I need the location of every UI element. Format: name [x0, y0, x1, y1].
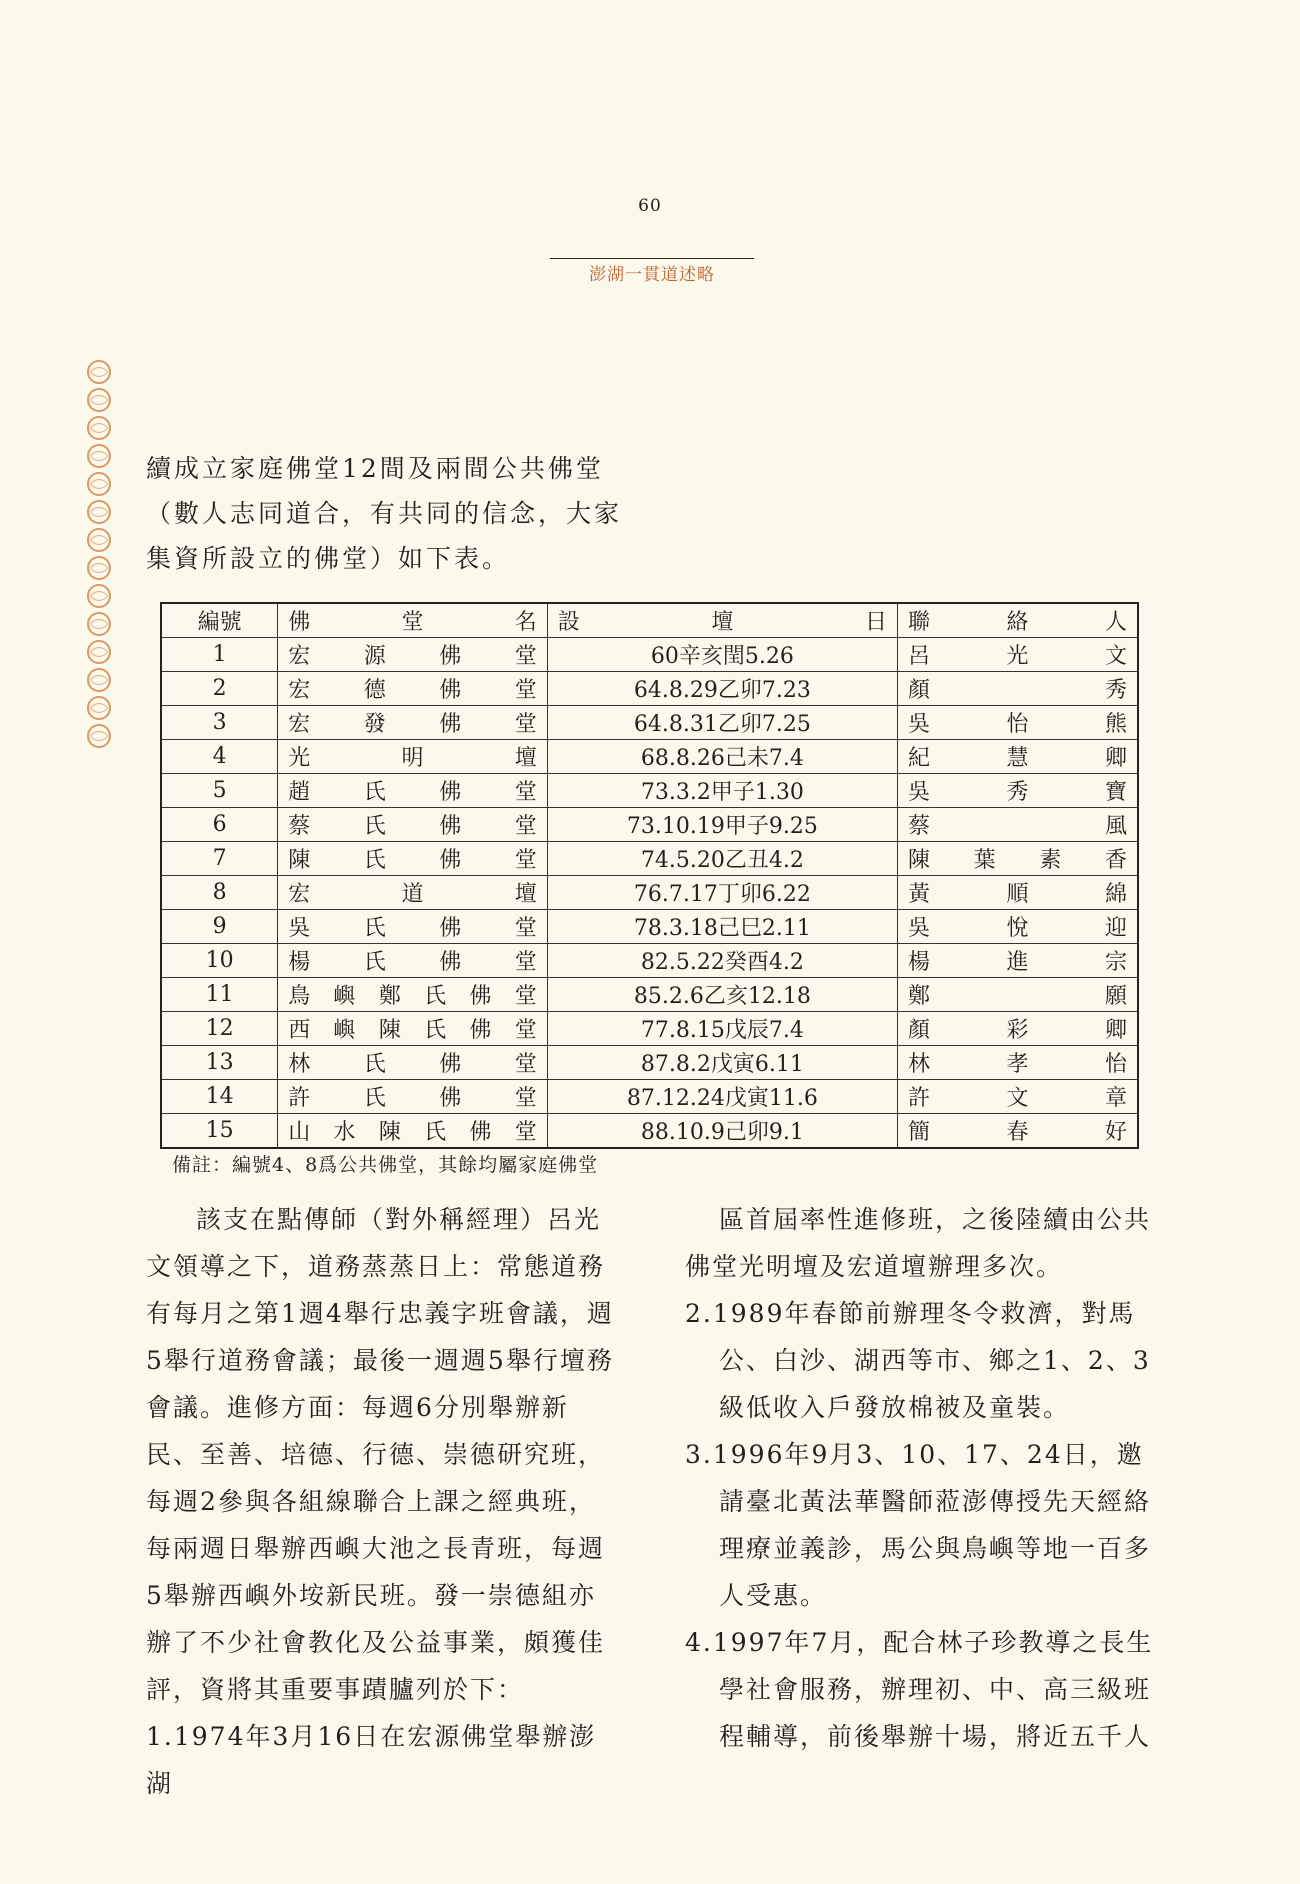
founding-date-cell: 73.3.2甲子1.30 — [547, 774, 897, 808]
list-item: 4.1997年7月，配合林子珍教導之長生學社會服務，辦理初、中、高三級班程輔導，前後舉辦十場，將近五千人 — [685, 1628, 1154, 1751]
table-row — [161, 1080, 1138, 1114]
contact-cell: 黃順綿 — [897, 876, 1138, 910]
running-head: 澎湖一貫道述略 — [589, 265, 715, 285]
table-row — [161, 706, 1138, 740]
intro-line: （數人志同道合，有共同的信念，大家 — [146, 499, 623, 528]
row-number: 11 — [161, 978, 278, 1012]
row-number: 9 — [161, 910, 278, 944]
hall-name-cell: 趙氏佛堂 — [278, 774, 547, 808]
founding-date-cell: 78.3.18己巳2.11 — [547, 910, 897, 944]
contact-cell: 紀慧卿 — [897, 740, 1138, 774]
contact-cell: 顏秀 — [897, 672, 1138, 706]
hall-name-cell: 宏德佛堂 — [278, 672, 547, 706]
founding-date-cell: 87.12.24戊寅11.6 — [547, 1080, 897, 1114]
row-number: 7 — [161, 842, 278, 876]
founding-date-cell: 88.10.9己卯9.1 — [547, 1114, 897, 1149]
hall-name-cell: 許氏佛堂 — [278, 1080, 547, 1114]
contact-cell: 蔡風 — [897, 808, 1138, 842]
founding-date-cell: 82.5.22癸酉4.2 — [547, 944, 897, 978]
contact-cell: 呂光文 — [897, 638, 1138, 672]
row-number: 10 — [161, 944, 278, 978]
list-item: 2.1989年春節前辦理冬令救濟，對馬公、白沙、湖西等市、鄉之1、2、3級低收入戶發放棉被及童裝。 — [685, 1299, 1151, 1422]
hall-name-cell: 宏道壇 — [278, 876, 547, 910]
table-row — [161, 638, 1138, 672]
table-row — [161, 876, 1138, 910]
table-row — [161, 740, 1138, 774]
contact-cell: 吳悅迎 — [897, 910, 1138, 944]
contact-cell: 陳葉素香 — [897, 842, 1138, 876]
header-number: 編號 — [161, 603, 278, 638]
hall-name-cell: 鳥嶼鄭氏佛堂 — [278, 978, 547, 1012]
table-row — [161, 774, 1138, 808]
row-number: 14 — [161, 1080, 278, 1114]
hall-name-cell: 宏源佛堂 — [278, 638, 547, 672]
table-row — [161, 1046, 1138, 1080]
header-hall-name: 佛 堂 名 — [278, 603, 547, 638]
row-number: 12 — [161, 1012, 278, 1046]
founding-date-cell: 87.8.2戊寅6.11 — [547, 1046, 897, 1080]
list-item: 3.1996年9月3、10、17、24日，邀請臺北黃法華醫師蒞澎傳授先天經絡理療並義診，馬公與鳥嶼等地一百多人受惠。 — [685, 1440, 1152, 1610]
table-row — [161, 1114, 1138, 1149]
row-number: 3 — [161, 706, 278, 740]
contact-cell: 楊進宗 — [897, 944, 1138, 978]
contact-cell: 林孝怡 — [897, 1046, 1138, 1080]
contact-cell: 鄭願 — [897, 978, 1138, 1012]
table-row — [161, 910, 1138, 944]
founding-date-cell: 60辛亥閏5.26 — [547, 638, 897, 672]
hall-name-cell: 山水陳氏佛堂 — [278, 1114, 547, 1149]
left-column — [146, 1196, 616, 1807]
intro-line: 續成立家庭佛堂12間及兩間公共佛堂 — [146, 454, 604, 483]
body-paragraph: 該支在點傳師（對外稱經理）呂光文領導之下，道務蒸蒸日上：常態道務有每月之第1週4舉行忠義字班會議，週5舉行道務會議；最後一週週5舉行壇務會議。進修方面：每週6分別舉辦新民、至善、培德、行德、崇德研究班，每週2參與各組線聯合上課之經典班，每兩週日舉辦西嶼大池之長青班，每週5舉辦西嶼外垵新民班。發一崇德組亦辦了不少社會教化及公益事業，頗獲佳評，資將其重要事蹟臚列於下： — [146, 1205, 614, 1704]
row-number: 6 — [161, 808, 278, 842]
founding-date-cell: 64.8.31乙卯7.25 — [547, 706, 897, 740]
header-contact: 聯 絡 人 — [897, 603, 1138, 638]
hall-name-cell: 光明壇 — [278, 740, 547, 774]
founding-date-cell: 74.5.20乙丑4.2 — [547, 842, 897, 876]
row-number: 2 — [161, 672, 278, 706]
row-number: 1 — [161, 638, 278, 672]
row-number: 5 — [161, 774, 278, 808]
founding-date-cell: 77.8.15戊辰7.4 — [547, 1012, 897, 1046]
row-number: 8 — [161, 876, 278, 910]
page-number: 60 — [638, 196, 662, 216]
row-number: 15 — [161, 1114, 278, 1149]
row-number: 4 — [161, 740, 278, 774]
row-number: 13 — [161, 1046, 278, 1080]
contact-cell: 吳怡熊 — [897, 706, 1138, 740]
hall-name-cell: 蔡氏佛堂 — [278, 808, 547, 842]
table-body — [161, 638, 1138, 1149]
table-row — [161, 672, 1138, 706]
table-row — [161, 1012, 1138, 1046]
header-rule — [550, 258, 754, 259]
table-header-row — [161, 603, 1138, 638]
margin-ornament-icon — [76, 360, 122, 760]
founding-date-cell: 73.10.19甲子9.25 — [547, 808, 897, 842]
table-row — [161, 808, 1138, 842]
intro-line: 集資所設立的佛堂）如下表。 — [146, 544, 511, 573]
contact-cell: 吳秀寶 — [897, 774, 1138, 808]
founding-date-cell: 68.8.26己未7.4 — [547, 740, 897, 774]
right-column — [685, 1196, 1165, 1760]
contact-cell: 顏彩卿 — [897, 1012, 1138, 1046]
table-row — [161, 978, 1138, 1012]
buddha-hall-table — [160, 602, 1139, 1149]
intro-paragraph — [146, 446, 626, 581]
hall-name-cell: 陳氏佛堂 — [278, 842, 547, 876]
founding-date-cell: 85.2.6乙亥12.18 — [547, 978, 897, 1012]
contact-cell: 簡春好 — [897, 1114, 1138, 1149]
hall-name-cell: 楊氏佛堂 — [278, 944, 547, 978]
founding-date-cell: 76.7.17丁卯6.22 — [547, 876, 897, 910]
hall-name-cell: 林氏佛堂 — [278, 1046, 547, 1080]
founding-date-cell: 64.8.29乙卯7.23 — [547, 672, 897, 706]
hall-name-cell: 宏發佛堂 — [278, 706, 547, 740]
table-row — [161, 944, 1138, 978]
table-footnote: 備註：編號4、8爲公共佛堂，其餘均屬家庭佛堂 — [172, 1154, 599, 1176]
hall-name-cell: 吳氏佛堂 — [278, 910, 547, 944]
table-row — [161, 842, 1138, 876]
header-founding-date: 設 壇 日 — [547, 603, 897, 638]
contact-cell: 許文章 — [897, 1080, 1138, 1114]
list-item: 1.1974年3月16日在宏源佛堂舉辦澎湖 — [146, 1722, 597, 1798]
list-item-continued: 區首屆率性進修班，之後陸續由公共佛堂光明壇及宏道壇辦理多次。 — [685, 1205, 1152, 1281]
hall-name-cell: 西嶼陳氏佛堂 — [278, 1012, 547, 1046]
